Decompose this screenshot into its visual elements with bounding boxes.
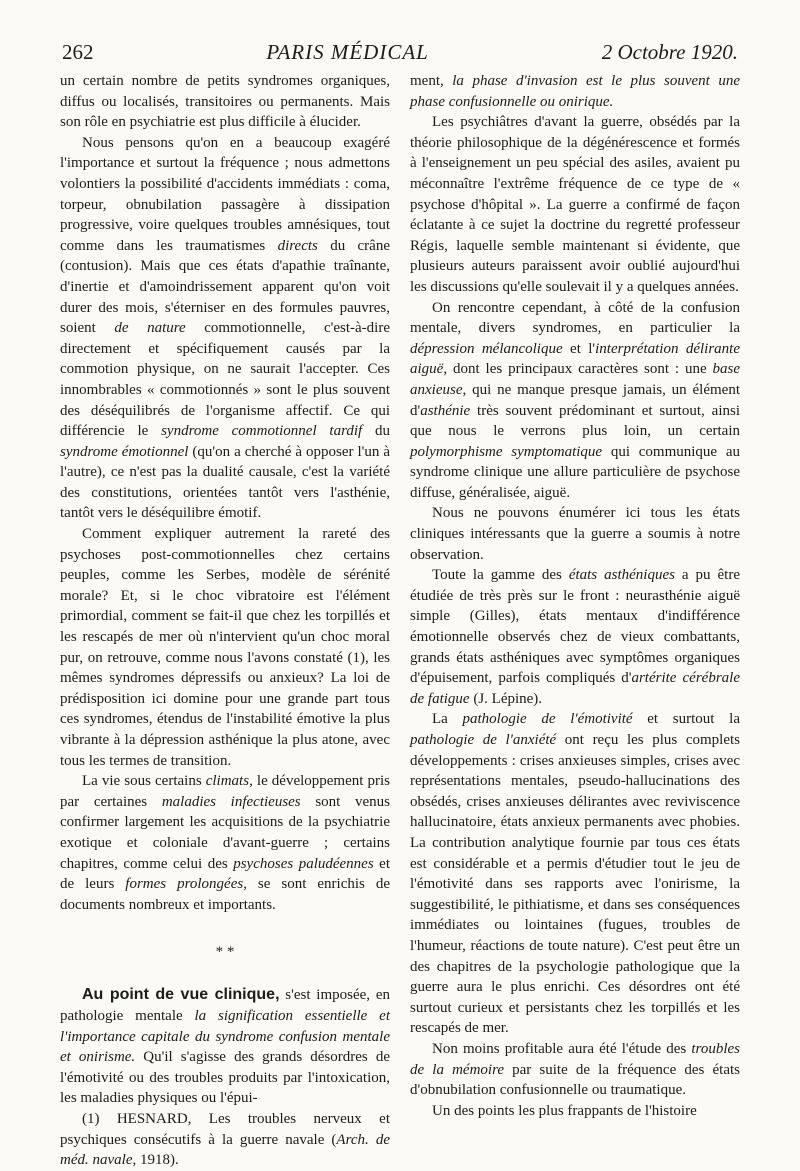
running-header bbox=[60, 40, 740, 65]
left-column bbox=[60, 71, 390, 1171]
paragraph: La pathologie de l'émotivité et surtout la pathologie de l'anxiété ont reçu les plus complets développements : crises anxieuses simples, crises avec représentations mentales, pseudo-hallucinations des obsédés, crises anxieuses délirantes avec reviviscence hallucinatoire, états anxieux permanents avec phobies. La contribution analytique fournie par tous ces états est considérable et a permis d'étudier tout le jeu de l'émotivité dans ses rapports avec l'onirisme, la suggestibilité, le pithiatisme, et dans ses conséquences immédiates ou lointaines (fugues, troubles de l'humeur, réactions de toute nature). C'est peut être un des chapitres de la psychologie pathologique que la guerre aura le plus enrichi. Ces désordres ont été surtout curieux et persistants chez les torpillés et les rescapés de mer. bbox=[410, 711, 740, 1037]
right-column bbox=[410, 71, 740, 1171]
paragraph: On rencontre cependant, à côté de la confusion mentale, divers syndromes, en particulier la dépression mélancolique et l'interprétation délirante aiguë, dont les principaux caractères sont : une base anxieuse, qui ne manque presque jamais, un élément d'asthénie très souvent prédominant et surtout, ainsi que nous le verrons plus loin, un certain polymorphisme symptomatique qui communique au syndrome clinique une allure particulière de psychose diffuse, généralisée, aiguë. bbox=[410, 299, 740, 501]
paragraph: Les psychiâtres d'avant la guerre, obsédés par la théorie philosophique de la dégénérescence et formés à l'enseignement un peu spécial des asiles, avaient pu méconnaître l'extrême fréquence de ce type de « psychose d'hôpital ». La guerre a confirmé de façon éclatante à ce sujet la doctrine du regretté professeur Régis, laquelle semble maintenant si évidente, que plusieurs auteurs paraissent avoir oublié aujourd'hui les discussions qu'elle soulevait il y a quelques années. bbox=[410, 114, 740, 295]
section-separator: * * bbox=[215, 944, 235, 961]
paragraph: Toute la gamme des états asthéniques a pu être étudiée de très près sur le front : neurasthénie aiguë simple (Gilles), états mentaux d'indifférence émotionnelle observés chez de vieux combattants, grands états asthéniques avec symptômes organiques d'épuisement, parfois compliqués d'artérite cérébrale de fatigue (J. Lépine). bbox=[410, 567, 741, 707]
paragraph: Nous pensons qu'on en a beaucoup exagéré l'importance et surtout la fréquence ; nous admettons volontiers la possibilité d'accidents immédiats : coma, torpeur, obnubilation passagère à dissipation progressive, voire quelques troubles amnésiques, tout comme dans les traumatismes directs du crâne (contusion). Mais que ces états d'apathie traînante, d'inertie et d'amoindrissement apparent qu'on voit durer des mois, s'éterniser en des formules pauvres, soient de nature commotionnelle, c'est-à-dire directement et spécifiquement causés par la commotion physique, on ne saurait l'accepter. Ces innombrables « commotionnés » sont le plus souvent des déséquilibrés de l'organisme affectif. Ce qui différencie le syndrome commotionnel tardif du syndrome émotionnel (qu'on a cherché à opposer l'un à l'autre), ce n'est pas la dualité causale, c'est la variété des constitutions, orientées tantôt vers l'asthénie, tantôt vers le déséquilibre émotif. bbox=[60, 134, 390, 522]
paragraph: Un des points les plus frappants de l'histoire bbox=[432, 1102, 697, 1119]
journal-title: PARIS MÉDICAL bbox=[266, 40, 429, 64]
text-columns bbox=[60, 71, 740, 1171]
section-lead: Au point de vue clinique, bbox=[82, 986, 280, 1004]
paragraph: Au point de vue clinique, s'est imposée, en pathologie mentale la signification essentielle et l'importance capitale du syndrome confusion mentale et onirisme. Qu'il s'agisse des grands désordres de l'émotivité ou des troubles produits par l'intoxication, les maladies physiques ou l'épui- bbox=[60, 986, 391, 1107]
issue-date: 2 Octobre 1920. bbox=[601, 40, 738, 64]
paragraph: Nous ne pouvons énumérer ici tous les états cliniques intéressants que la guerre a soumis à notre observation. bbox=[410, 505, 740, 563]
footnote: (1) HESNARD, Les troubles nerveux et psychiques consécutifs à la guerre navale (Arch. de méd. navale, 1918). bbox=[60, 1110, 390, 1169]
paragraph: Comment expliquer autrement la rareté des psychoses post-commotionnelles chez certains peuples, comme les Serbes, modèle de sérénité morale? Et, si le choc vibratoire est l'élément primordial, comment se fait-il que chez les torpillés et les rescapés de mer où n'intervient qu'un choc moral pur, on retrouve, comme nous l'avons constaté (1), les mêmes syndromes dépressifs ou anxieux? La loi de prédisposition ici domine pour une grande part tous ces syndromes, étendus de l'instabilité émotive la plus vibrante à la dépression asthénique la plus atone, avec tous les termes de transition. bbox=[60, 526, 390, 769]
paragraph: ment, la phase d'invasion est le plus souvent une phase confusionnelle ou onirique. bbox=[410, 73, 741, 110]
paragraph: un certain nombre de petits syndromes organiques, diffus ou localisés, transitoires ou permanents. Mais son rôle en psychiatrie est plus difficile à élucider. bbox=[60, 73, 390, 131]
paragraph: Non moins profitable aura été l'étude des troubles de la mémoire par suite de la fréquence des états d'obnubilation confusionnelle ou traumatique. bbox=[410, 1040, 740, 1099]
page-number: 262 bbox=[62, 40, 94, 64]
paragraph: La vie sous certains climats, le développement pris par certaines maladies infectieuses sont venus confirmer largement les acquisitions de la psychiatrie exotique et coloniale d'avant-guerre ; certains chapitres, comme celui des psychoses paludéennes et de leurs formes prolongées, se sont enrichis de documents nombreux et importants. bbox=[60, 773, 391, 913]
